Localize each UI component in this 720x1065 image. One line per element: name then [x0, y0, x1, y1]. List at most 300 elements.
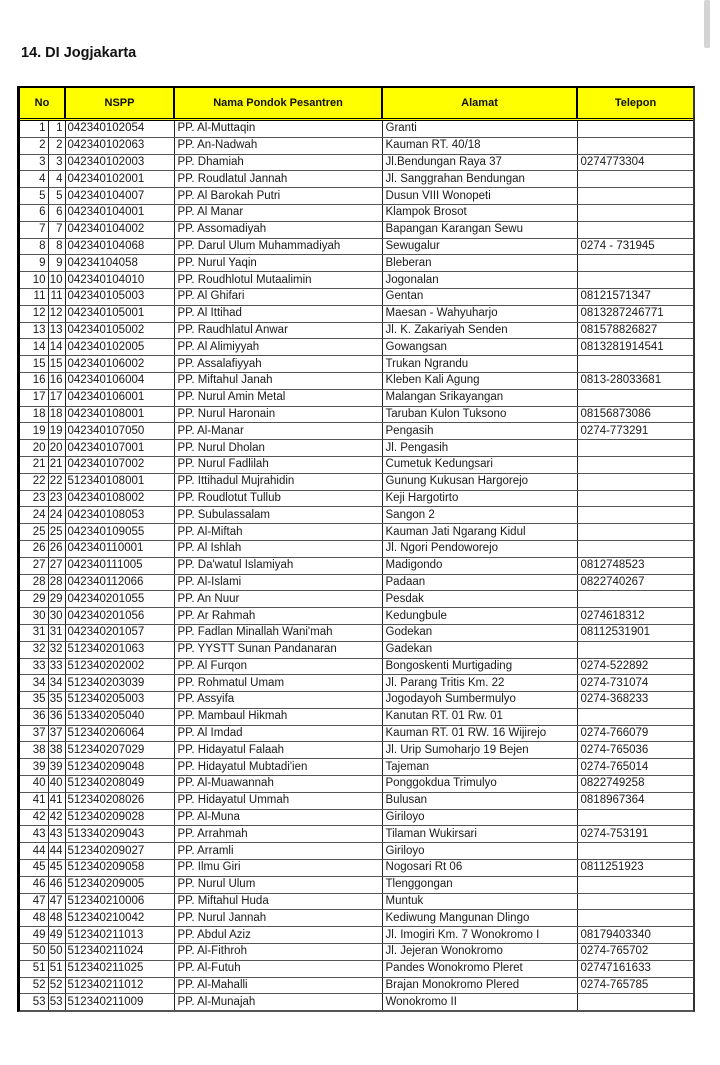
table-row — [20, 255, 693, 272]
nspp-cell: 042340108053 — [65, 507, 174, 524]
nama-cell: PP. Nurul Jannah — [174, 910, 382, 927]
index-cell: 29 — [48, 591, 65, 608]
row-number-cell: 36 — [20, 708, 48, 725]
telepon-cell: 0813287246771 — [577, 305, 693, 322]
index-cell: 11 — [48, 288, 65, 305]
telepon-cell — [577, 876, 693, 893]
nama-cell: PP. Al-Miftah — [174, 524, 382, 541]
telepon-cell — [577, 456, 693, 473]
row-number-cell: 46 — [20, 876, 48, 893]
nspp-cell: 512340209028 — [65, 809, 174, 826]
nama-cell: PP. Al-Muawannah — [174, 776, 382, 793]
row-number-cell: 50 — [20, 944, 48, 961]
telepon-cell: 0813281914541 — [577, 339, 693, 356]
nspp-cell: 042340105003 — [65, 288, 174, 305]
header-nama: Nama Pondok Pesantren — [174, 88, 382, 120]
index-cell: 2 — [48, 137, 65, 154]
nama-cell: PP. Assomadiyah — [174, 221, 382, 238]
index-cell: 22 — [48, 473, 65, 490]
row-number-cell: 47 — [20, 893, 48, 910]
row-number-cell: 3 — [20, 154, 48, 171]
row-number-cell: 15 — [20, 356, 48, 373]
alamat-cell: Klampok Brosot — [382, 204, 577, 221]
table-row — [20, 238, 693, 255]
telepon-cell: 0812748523 — [577, 557, 693, 574]
nspp-cell: 512340211024 — [65, 944, 174, 961]
telepon-cell: 08112531901 — [577, 624, 693, 641]
table-row — [20, 809, 693, 826]
index-cell: 12 — [48, 305, 65, 322]
alamat-cell: Kauman RT. 01 RW. 16 Wijirejo — [382, 725, 577, 742]
nama-cell: PP. Mambaul Hikmah — [174, 708, 382, 725]
table-row — [20, 372, 693, 389]
nama-cell: PP. Nurul Ulum — [174, 876, 382, 893]
row-number-cell: 28 — [20, 574, 48, 591]
nspp-cell: 042340201055 — [65, 591, 174, 608]
nspp-cell: 042340201056 — [65, 608, 174, 625]
nama-cell: PP. Al Manar — [174, 204, 382, 221]
nama-cell: PP. Assalafiyyah — [174, 356, 382, 373]
row-number-cell: 35 — [20, 692, 48, 709]
table-row — [20, 490, 693, 507]
nama-cell: PP. Al Imdad — [174, 725, 382, 742]
index-cell: 3 — [48, 154, 65, 171]
nspp-cell: 512340201063 — [65, 641, 174, 658]
nama-cell: PP. Roudlotut Tullub — [174, 490, 382, 507]
row-number-cell: 39 — [20, 759, 48, 776]
alamat-cell: Jl. Sanggrahan Bendungan — [382, 171, 577, 188]
telepon-cell: 0274-765014 — [577, 759, 693, 776]
row-number-cell: 19 — [20, 423, 48, 440]
table-header-row — [20, 88, 693, 120]
table-body — [20, 120, 693, 1011]
nspp-cell: 512340203039 — [65, 675, 174, 692]
nama-cell: PP. Miftahul Huda — [174, 893, 382, 910]
nspp-cell: 512340209027 — [65, 843, 174, 860]
row-number-cell: 21 — [20, 456, 48, 473]
table-row — [20, 423, 693, 440]
row-number-cell: 37 — [20, 725, 48, 742]
nama-cell: PP. Miftahul Janah — [174, 372, 382, 389]
table-row — [20, 843, 693, 860]
nama-cell: PP. Nurul Amin Metal — [174, 389, 382, 406]
index-cell: 28 — [48, 574, 65, 591]
index-cell: 51 — [48, 960, 65, 977]
index-cell: 8 — [48, 238, 65, 255]
index-cell: 44 — [48, 843, 65, 860]
nama-cell: PP. Nurul Fadlilah — [174, 456, 382, 473]
nama-cell: PP. Hidayatul Ummah — [174, 792, 382, 809]
nama-cell: PP. Al-Islami — [174, 574, 382, 591]
telepon-cell: 0274-753191 — [577, 826, 693, 843]
table-row — [20, 910, 693, 927]
telepon-cell — [577, 893, 693, 910]
nspp-cell: 042340104007 — [65, 188, 174, 205]
alamat-cell: Pesdak — [382, 591, 577, 608]
index-cell: 49 — [48, 927, 65, 944]
table-row — [20, 204, 693, 221]
nama-cell: PP. Hidayatul Mubtadi'ien — [174, 759, 382, 776]
nama-cell: PP. Fadlan Minallah Wani'mah — [174, 624, 382, 641]
nama-cell: PP. Al Furqon — [174, 658, 382, 675]
nama-cell: PP. YYSTT Sunan Pandanaran — [174, 641, 382, 658]
nspp-cell: 042340108002 — [65, 490, 174, 507]
alamat-cell: Cumetuk Kedungsari — [382, 456, 577, 473]
table-row — [20, 591, 693, 608]
row-number-cell: 45 — [20, 860, 48, 877]
index-cell: 26 — [48, 540, 65, 557]
table-row — [20, 776, 693, 793]
row-number-cell: 34 — [20, 675, 48, 692]
index-cell: 23 — [48, 490, 65, 507]
nama-cell: PP. Darul Ulum Muhammadiyah — [174, 238, 382, 255]
nspp-cell: 042340102003 — [65, 154, 174, 171]
alamat-cell: Jl. Ngori Pendoworejo — [382, 540, 577, 557]
nama-cell: PP. Al-Muttaqin — [174, 120, 382, 138]
nspp-cell: 042340102005 — [65, 339, 174, 356]
nspp-cell: 512340211013 — [65, 927, 174, 944]
nama-cell: PP. Ittihadul Mujrahidin — [174, 473, 382, 490]
telepon-cell — [577, 843, 693, 860]
telepon-cell: 0274-731074 — [577, 675, 693, 692]
row-number-cell: 22 — [20, 473, 48, 490]
table-row — [20, 692, 693, 709]
alamat-cell: Granti — [382, 120, 577, 138]
table-row — [20, 171, 693, 188]
row-number-cell: 10 — [20, 272, 48, 289]
alamat-cell: Jl. K. Zakariyah Senden — [382, 322, 577, 339]
table-row — [20, 137, 693, 154]
row-number-cell: 42 — [20, 809, 48, 826]
alamat-cell: Kauman RT. 40/18 — [382, 137, 577, 154]
alamat-cell: Kedungbule — [382, 608, 577, 625]
nspp-cell: 512340206064 — [65, 725, 174, 742]
alamat-cell: Giriloyo — [382, 809, 577, 826]
index-cell: 19 — [48, 423, 65, 440]
table-row — [20, 440, 693, 457]
alamat-cell: Jogonalan — [382, 272, 577, 289]
telepon-cell: 0811251923 — [577, 860, 693, 877]
telepon-cell: 0274-765702 — [577, 944, 693, 961]
telepon-cell: 0274-766079 — [577, 725, 693, 742]
alamat-cell: Madigondo — [382, 557, 577, 574]
nspp-cell: 512340211009 — [65, 994, 174, 1011]
index-cell: 9 — [48, 255, 65, 272]
row-number-cell: 25 — [20, 524, 48, 541]
alamat-cell: Keji Hargotirto — [382, 490, 577, 507]
row-number-cell: 32 — [20, 641, 48, 658]
row-number-cell: 51 — [20, 960, 48, 977]
nspp-cell: 042340107002 — [65, 456, 174, 473]
nspp-cell: 513340209043 — [65, 826, 174, 843]
alamat-cell: Dusun VIII Wonopeti — [382, 188, 577, 205]
index-cell: 43 — [48, 826, 65, 843]
nspp-cell: 042340112066 — [65, 574, 174, 591]
row-number-cell: 44 — [20, 843, 48, 860]
telepon-cell — [577, 591, 693, 608]
table-row — [20, 356, 693, 373]
nama-cell: PP. Arramli — [174, 843, 382, 860]
alamat-cell: Kleben Kali Agung — [382, 372, 577, 389]
alamat-cell: Sewugalur — [382, 238, 577, 255]
nspp-cell: 512340208026 — [65, 792, 174, 809]
index-cell: 24 — [48, 507, 65, 524]
alamat-cell: Pandes Wonokromo Pleret — [382, 960, 577, 977]
nama-cell: PP. Nurul Dholan — [174, 440, 382, 457]
index-cell: 33 — [48, 658, 65, 675]
index-cell: 25 — [48, 524, 65, 541]
alamat-cell: Jl. Pengasih — [382, 440, 577, 457]
nspp-cell: 042340106001 — [65, 389, 174, 406]
table-row — [20, 994, 693, 1011]
table-row — [20, 456, 693, 473]
nspp-cell: 042340111005 — [65, 557, 174, 574]
table-row — [20, 759, 693, 776]
table-row — [20, 120, 693, 138]
index-cell: 10 — [48, 272, 65, 289]
table-row — [20, 154, 693, 171]
alamat-cell: Tajeman — [382, 759, 577, 776]
alamat-cell: Kauman Jati Ngarang Kidul — [382, 524, 577, 541]
row-number-cell: 49 — [20, 927, 48, 944]
alamat-cell: Nogosari Rt 06 — [382, 860, 577, 877]
table-row — [20, 608, 693, 625]
pesantren-table-container — [17, 86, 695, 1012]
nama-cell: PP. Arrahmah — [174, 826, 382, 843]
row-number-cell: 24 — [20, 507, 48, 524]
nama-cell: PP. Al Ghifari — [174, 288, 382, 305]
nama-cell: PP. Raudhlatul Anwar — [174, 322, 382, 339]
table-row — [20, 574, 693, 591]
alamat-cell: Tilaman Wukirsari — [382, 826, 577, 843]
table-row — [20, 944, 693, 961]
nspp-cell: 042340106002 — [65, 356, 174, 373]
index-cell: 39 — [48, 759, 65, 776]
alamat-cell: Bulusan — [382, 792, 577, 809]
nama-cell: PP. Al-Muna — [174, 809, 382, 826]
nama-cell: PP. Roudlatul Jannah — [174, 171, 382, 188]
nama-cell: PP. Al Barokah Putri — [174, 188, 382, 205]
row-number-cell: 11 — [20, 288, 48, 305]
alamat-cell: Malangan Srikayangan — [382, 389, 577, 406]
row-number-cell: 31 — [20, 624, 48, 641]
nspp-cell: 042340107001 — [65, 440, 174, 457]
row-number-cell: 13 — [20, 322, 48, 339]
table-row — [20, 960, 693, 977]
alamat-cell: Kanutan RT. 01 Rw. 01 — [382, 708, 577, 725]
row-number-cell: 18 — [20, 406, 48, 423]
telepon-cell — [577, 171, 693, 188]
nama-cell: PP. Nurul Yaqin — [174, 255, 382, 272]
nspp-cell: 512340108001 — [65, 473, 174, 490]
nama-cell: PP. Nurul Haronain — [174, 406, 382, 423]
nspp-cell: 042340104001 — [65, 204, 174, 221]
table-row — [20, 826, 693, 843]
row-number-cell: 14 — [20, 339, 48, 356]
nspp-cell: 042340107050 — [65, 423, 174, 440]
index-cell: 50 — [48, 944, 65, 961]
row-number-cell: 8 — [20, 238, 48, 255]
telepon-cell — [577, 473, 693, 490]
telepon-cell — [577, 524, 693, 541]
nspp-cell: 512340210042 — [65, 910, 174, 927]
index-cell: 4 — [48, 171, 65, 188]
index-cell: 6 — [48, 204, 65, 221]
nama-cell: PP. Ar Rahmah — [174, 608, 382, 625]
telepon-cell — [577, 910, 693, 927]
table-row — [20, 339, 693, 356]
scrollbar-thumb[interactable] — [704, 0, 710, 48]
telepon-cell: 0274-522892 — [577, 658, 693, 675]
row-number-cell: 12 — [20, 305, 48, 322]
index-cell: 47 — [48, 893, 65, 910]
index-cell: 5 — [48, 188, 65, 205]
row-number-cell: 53 — [20, 994, 48, 1011]
table-row — [20, 860, 693, 877]
table-row — [20, 893, 693, 910]
row-number-cell: 2 — [20, 137, 48, 154]
nama-cell: PP. Subulassalam — [174, 507, 382, 524]
nspp-cell: 512340202002 — [65, 658, 174, 675]
header-nspp: NSPP — [65, 88, 174, 120]
nspp-cell: 042340105001 — [65, 305, 174, 322]
nama-cell: PP. Hidayatul Falaah — [174, 742, 382, 759]
index-cell: 53 — [48, 994, 65, 1011]
nspp-cell: 042340104002 — [65, 221, 174, 238]
header-telepon: Telepon — [577, 88, 693, 120]
nama-cell: PP. Al Alimiyyah — [174, 339, 382, 356]
index-cell: 46 — [48, 876, 65, 893]
index-cell: 40 — [48, 776, 65, 793]
alamat-cell: Trukan Ngrandu — [382, 356, 577, 373]
telepon-cell: 081578826827 — [577, 322, 693, 339]
row-number-cell: 4 — [20, 171, 48, 188]
telepon-cell — [577, 255, 693, 272]
nama-cell: PP. Dhamiah — [174, 154, 382, 171]
telepon-cell — [577, 204, 693, 221]
telepon-cell: 0822740267 — [577, 574, 693, 591]
nama-cell: PP. Rohmatul Umam — [174, 675, 382, 692]
index-cell: 38 — [48, 742, 65, 759]
index-cell: 48 — [48, 910, 65, 927]
table-row — [20, 524, 693, 541]
index-cell: 32 — [48, 641, 65, 658]
table-row — [20, 658, 693, 675]
alamat-cell: Pengasih — [382, 423, 577, 440]
nspp-cell: 512340210006 — [65, 893, 174, 910]
nspp-cell: 512340209048 — [65, 759, 174, 776]
telepon-cell — [577, 540, 693, 557]
row-number-cell: 7 — [20, 221, 48, 238]
row-number-cell: 23 — [20, 490, 48, 507]
table-row — [20, 288, 693, 305]
row-number-cell: 48 — [20, 910, 48, 927]
nspp-cell: 512340209005 — [65, 876, 174, 893]
alamat-cell: Muntuk — [382, 893, 577, 910]
nspp-cell: 042340106004 — [65, 372, 174, 389]
alamat-cell: Kediwung Mangunan Dlingo — [382, 910, 577, 927]
nspp-cell: 042340102054 — [65, 120, 174, 138]
telepon-cell — [577, 137, 693, 154]
nspp-cell: 042340108001 — [65, 406, 174, 423]
table-row — [20, 473, 693, 490]
row-number-cell: 52 — [20, 977, 48, 994]
telepon-cell: 0818967364 — [577, 792, 693, 809]
nama-cell: PP. Abdul Aziz — [174, 927, 382, 944]
table-row — [20, 927, 693, 944]
nama-cell: PP. Al Ittihad — [174, 305, 382, 322]
telepon-cell: 08179403340 — [577, 927, 693, 944]
telepon-cell — [577, 272, 693, 289]
table-row — [20, 725, 693, 742]
telepon-cell — [577, 641, 693, 658]
index-cell: 31 — [48, 624, 65, 641]
nspp-cell: 04234104058 — [65, 255, 174, 272]
table-row — [20, 792, 693, 809]
index-cell: 18 — [48, 406, 65, 423]
nama-cell: PP. Al-Futuh — [174, 960, 382, 977]
table-row — [20, 876, 693, 893]
index-cell: 30 — [48, 608, 65, 625]
table-row — [20, 742, 693, 759]
alamat-cell: Jl. Urip Sumoharjo 19 Bejen — [382, 742, 577, 759]
nspp-cell: 042340110001 — [65, 540, 174, 557]
index-cell: 37 — [48, 725, 65, 742]
alamat-cell: Gadekan — [382, 641, 577, 658]
telepon-cell: 0813-28033681 — [577, 372, 693, 389]
index-cell: 36 — [48, 708, 65, 725]
telepon-cell — [577, 507, 693, 524]
nspp-cell: 512340211025 — [65, 960, 174, 977]
index-cell: 27 — [48, 557, 65, 574]
row-number-cell: 17 — [20, 389, 48, 406]
alamat-cell: Padaan — [382, 574, 577, 591]
alamat-cell: Sangon 2 — [382, 507, 577, 524]
nspp-cell: 512340207029 — [65, 742, 174, 759]
index-cell: 15 — [48, 356, 65, 373]
telepon-cell: 0274 - 731945 — [577, 238, 693, 255]
telepon-cell: 08156873086 — [577, 406, 693, 423]
table-row — [20, 305, 693, 322]
nama-cell: PP. Ilmu Giri — [174, 860, 382, 877]
table-row — [20, 641, 693, 658]
row-number-cell: 43 — [20, 826, 48, 843]
telepon-cell: 0274-773291 — [577, 423, 693, 440]
table-row — [20, 322, 693, 339]
table-row — [20, 540, 693, 557]
nama-cell: PP. Al Ishlah — [174, 540, 382, 557]
nspp-cell: 042340201057 — [65, 624, 174, 641]
nama-cell: PP. Al-Fithroh — [174, 944, 382, 961]
telepon-cell: 08121571347 — [577, 288, 693, 305]
row-number-cell: 40 — [20, 776, 48, 793]
row-number-cell: 26 — [20, 540, 48, 557]
section-title: 14. DI Jogjakarta — [21, 45, 137, 61]
header-alamat: Alamat — [382, 88, 577, 120]
table-row — [20, 557, 693, 574]
nspp-cell: 512340211012 — [65, 977, 174, 994]
index-cell: 7 — [48, 221, 65, 238]
index-cell: 42 — [48, 809, 65, 826]
alamat-cell: Bleberan — [382, 255, 577, 272]
alamat-cell: Jl.Bendungan Raya 37 — [382, 154, 577, 171]
row-number-cell: 30 — [20, 608, 48, 625]
telepon-cell: 0274618312 — [577, 608, 693, 625]
nspp-cell: 042340105002 — [65, 322, 174, 339]
alamat-cell: Bapangan Karangan Sewu — [382, 221, 577, 238]
telepon-cell — [577, 389, 693, 406]
alamat-cell: Jl. Parang Tritis Km. 22 — [382, 675, 577, 692]
